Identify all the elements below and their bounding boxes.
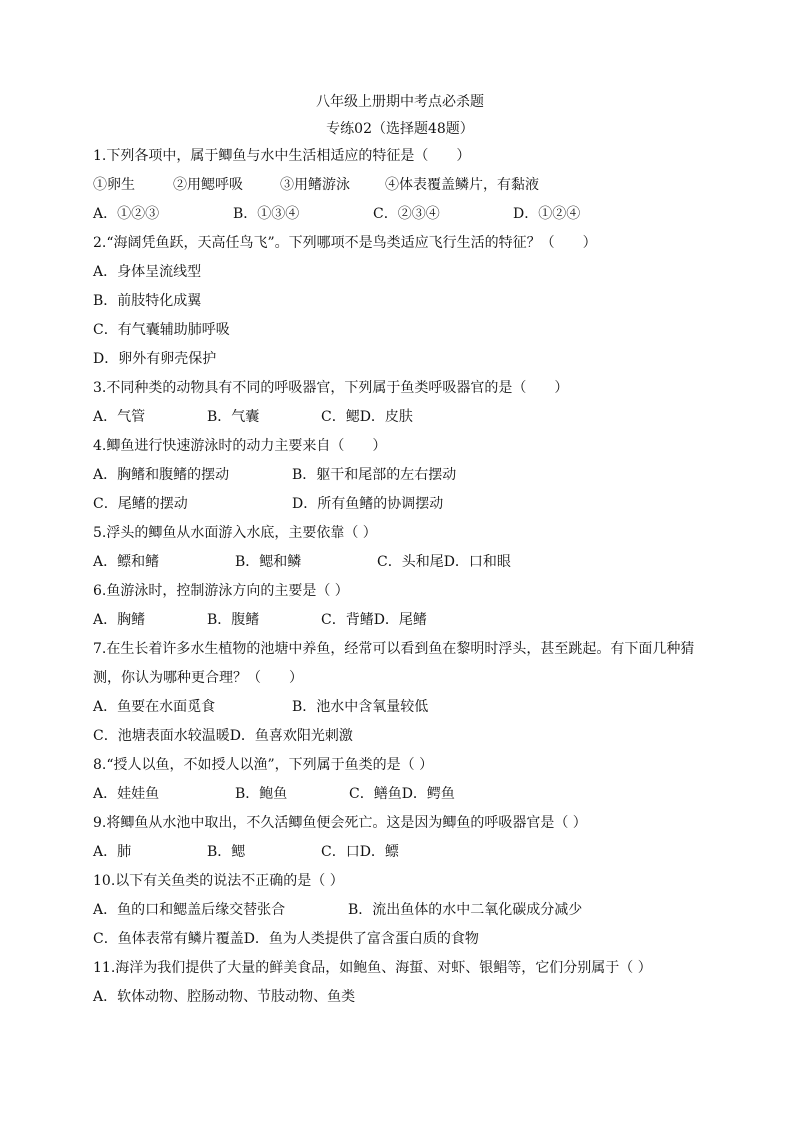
q1-option-a: A．①②③ <box>93 206 160 222</box>
q1-option-c: C．②③④ <box>373 206 440 222</box>
document-subtitle: 专练02（选择题48题） <box>326 121 474 137</box>
q1-item-1: ①卵生 <box>93 177 135 193</box>
q1-item-2: ②用鳃呼吸 <box>173 177 243 193</box>
question-5-stem: 5.浮头的鲫鱼从水面游入水底，主要依靠（ ） <box>93 525 377 541</box>
q4-option-b: B．躯干和尾部的左右摆动 <box>292 467 457 483</box>
q4-option-a: A．胸鳍和腹鳍的摆动 <box>93 467 230 483</box>
document-title: 八年级上册期中考点必杀题 <box>316 94 484 110</box>
q5-option-a: A．鳔和鳍 <box>93 554 160 570</box>
q1-item-4: ④体表覆盖鳞片，有黏液 <box>385 177 539 193</box>
q5-option-cd: C．头和尾D．口和眼 <box>377 554 511 570</box>
q9-option-a: A．肺 <box>93 844 132 860</box>
q4-option-d: D．所有鱼鳍的协调摆动 <box>292 496 444 512</box>
q8-option-b: B．鲍鱼 <box>235 786 288 802</box>
q9-option-b: B．鳃 <box>207 844 246 860</box>
q3-option-b: B．气囊 <box>207 409 260 425</box>
q10-option-cd: C．鱼体表常有鳞片覆盖D．鱼为人类提供了富含蛋白质的食物 <box>93 931 479 947</box>
question-2-stem: 2.“海阔凭鱼跃，天高任鸟飞”。下列哪项不是鸟类适应飞行生活的特征？（ ） <box>93 235 597 251</box>
q2-option-b: B．前肢特化成翼 <box>93 293 202 309</box>
q8-option-cd: C．鳝鱼D．鳄鱼 <box>349 786 455 802</box>
q5-option-b: B．鳃和鳞 <box>235 554 302 570</box>
q2-option-d: D．卵外有卵壳保护 <box>93 351 217 367</box>
q4-option-c: C．尾鳍的摆动 <box>93 496 188 512</box>
question-6-stem: 6.鱼游泳时，控制游泳方向的主要是（ ） <box>93 583 349 599</box>
question-11-stem: 11.海洋为我们提供了大量的鲜美食品，如鲍鱼、海蜇、对虾、银鲳等，它们分别属于（ ） <box>93 960 652 976</box>
question-1-stem: 1.下列各项中，属于鲫鱼与水中生活相适应的特征是（ ） <box>93 148 471 164</box>
question-9-stem: 9.将鲫鱼从水池中取出，不久活鲫鱼便会死亡。这是因为鲫鱼的呼吸器官是（ ） <box>93 815 587 831</box>
q3-option-a: A．气管 <box>93 409 146 425</box>
question-10-stem: 10.以下有关鱼类的说法不正确的是（ ） <box>93 873 344 889</box>
q7-option-cd: C．池塘表面水较温暖D．鱼喜欢阳光刺激 <box>93 728 353 744</box>
question-7-stem-cont: 测，你认为哪种更合理？（ ） <box>93 670 303 686</box>
q9-option-cd: C．口D．鳔 <box>321 844 399 860</box>
q2-option-c: C．有气囊辅助肺呼吸 <box>93 322 230 338</box>
q2-option-a: A．身体呈流线型 <box>93 264 202 280</box>
q1-option-b: B．①③④ <box>233 206 300 222</box>
question-4-stem: 4.鲫鱼进行快速游泳时的动力主要来自（ ） <box>93 438 387 454</box>
q1-option-d: D．①②④ <box>513 206 581 222</box>
q6-option-a: A．胸鳍 <box>93 612 146 628</box>
q7-option-a: A．鱼要在水面觅食 <box>93 699 216 715</box>
q6-option-cd: C．背鳍D．尾鳍 <box>321 612 427 628</box>
q3-option-cd: C．鳃D．皮肤 <box>321 409 413 425</box>
q11-option-a: A．软体动物、腔肠动物、节肢动物、鱼类 <box>93 989 356 1005</box>
question-8-stem: 8.“授人以鱼，不如授人以渔”，下列属于鱼类的是（ ） <box>93 757 434 773</box>
q10-option-b: B．流出鱼体的水中二氧化碳成分减少 <box>348 902 583 918</box>
q1-item-3: ③用鳍游泳 <box>280 177 350 193</box>
question-7-stem: 7.在生长着许多水生植物的池塘中养鱼，经常可以看到鱼在黎明时浮头，甚至跳起。有下面几种猜 <box>93 641 695 657</box>
question-3-stem: 3.不同种类的动物具有不同的呼吸器官，下列属于鱼类呼吸器官的是（ ） <box>93 380 569 396</box>
q10-option-a: A．鱼的口和鳃盖后缘交替张合 <box>93 902 286 918</box>
q6-option-b: B．腹鳍 <box>207 612 260 628</box>
q7-option-b: B．池水中含氧量较低 <box>292 699 429 715</box>
q8-option-a: A．娃娃鱼 <box>93 786 160 802</box>
